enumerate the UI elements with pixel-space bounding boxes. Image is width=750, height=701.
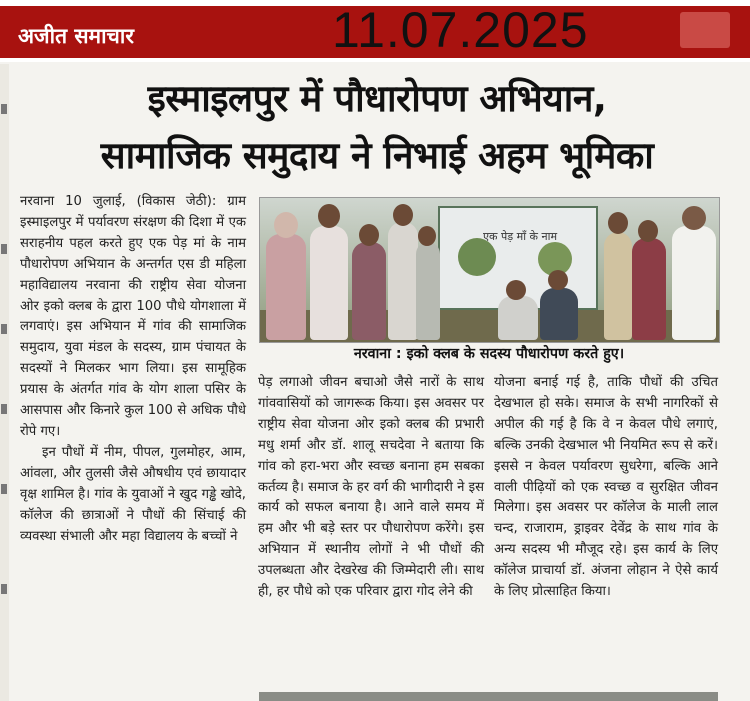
headline-line-1: इस्माइलपुर में पौधारोपण अभियान, <box>147 77 607 120</box>
adjacent-column-fragment <box>0 64 9 701</box>
article-column-3: योजना बनाई गई है, ताकि पौधों की उचित देखभाल हो सके। समाज के सभी नागरिकों से अपील की गई है कि वे न केवल पौधे लगाएं, बल्कि उनकी देखभाल भी नियमित रूप से करें। इससे न केवल पर्यावरण सुधरेगा, बल्कि आने वाली पीढ़ियों को एक स्वच्छ व सुरक्षित जीवन मिलेगा। इस अवसर पर कॉलेज के माली लाल चन्द, राजाराम, ड्राइवर देवेंद्र के साथ गांव के अन्य सदस्य भी मौजूद रहे। इस कार्य के लिए कॉलेज प्राचार्या डॉ. अंजना लोहान ने ऐसे कार्य के लिए प्रोत्साहित किया। <box>494 375 718 600</box>
masthead-ornament <box>680 12 730 48</box>
article-photo <box>259 197 720 343</box>
article-column-2: पेड़ लगाओ जीवन बचाओ जैसे नारों के साथ गांववासियों को जागरूक किया। इस अवसर पर राष्ट्रीय सेवा योजना ओर इको क्लब की प्रभारी मधु शर्मा और डॉ. शालू सचदेवा ने बताया कि गांव को हरा-भरा और स्वच्छ बनाना हम सबका कर्तव्य है। समाज के हर वर्ग की भागीदारी ने इस कार्य को सफल बनाया है। आने वाले समय में हम और भी बड़े स्तर पर पौधारोपण करेंगे। इस अभियान में स्थानीय लोगों ने भी पौधों की उपलब्धता और देखरेख की जिम्मेदारी ली। साथ ही, हर पौधे को एक परिवार द्वारा गोद लेने की <box>258 375 484 600</box>
column-1-paragraph-2: इन पौधों में नीम, पीपल, गुलमोहर, आम, आंवला, और तुलसी जैसे औषधीय एवं छायादार वृक्ष शामिल है। गांव के युवाओं ने खुद गड्ढे खोदे, कॉलेज की छात्राओं ने पौधों की सिंचाई की व्यवस्था संभाली और महा विद्यालय के बच्चों ने <box>20 444 246 544</box>
next-article-image-edge <box>259 692 718 701</box>
headline-line-2: सामाजिक समुदाय ने निभाई अहम भूमिका <box>100 134 654 177</box>
date-stamp: 11.07.2025 <box>332 2 589 58</box>
column-1-paragraph-1: नरवाना 10 जुलाई, (विकास जेठी): ग्राम इस्माइलपुर में पर्यावरण संरक्षण की दिशा में एक सराहनीय पहल करते हुए एक पेड़ मां के नाम पौधारोपण अभियान के अन्तर्गत एस डी महिला महाविद्यालय नरवाना की राष्ट्रीय सेवा योजना ओर इको क्लब के द्वारा 100 पौधे योगशाला में लगवाएं। इस अभियान में गांव की सामाजिक समुदाय, युवा मंडल के सदस्य, ग्राम पंचायत के सदस्यों ने मिलकर भाग लिया। इस सामूहिक प्रयास के अंतर्गत गांव के योग शाला पसिर के आसपास और किनारे कुल 100 से अधिक पौधे रोपे गए। <box>20 194 246 439</box>
masthead <box>0 0 750 62</box>
headline <box>12 70 742 184</box>
photo-caption: नरवाना : इको क्लब के सदस्य पौधारोपण करते हुए। <box>353 346 625 362</box>
paper-name: अजीत समाचार <box>18 24 134 48</box>
photo-banner-text: एक पेड़ माँ के नाम <box>482 230 558 243</box>
article-column-1 <box>20 192 246 547</box>
